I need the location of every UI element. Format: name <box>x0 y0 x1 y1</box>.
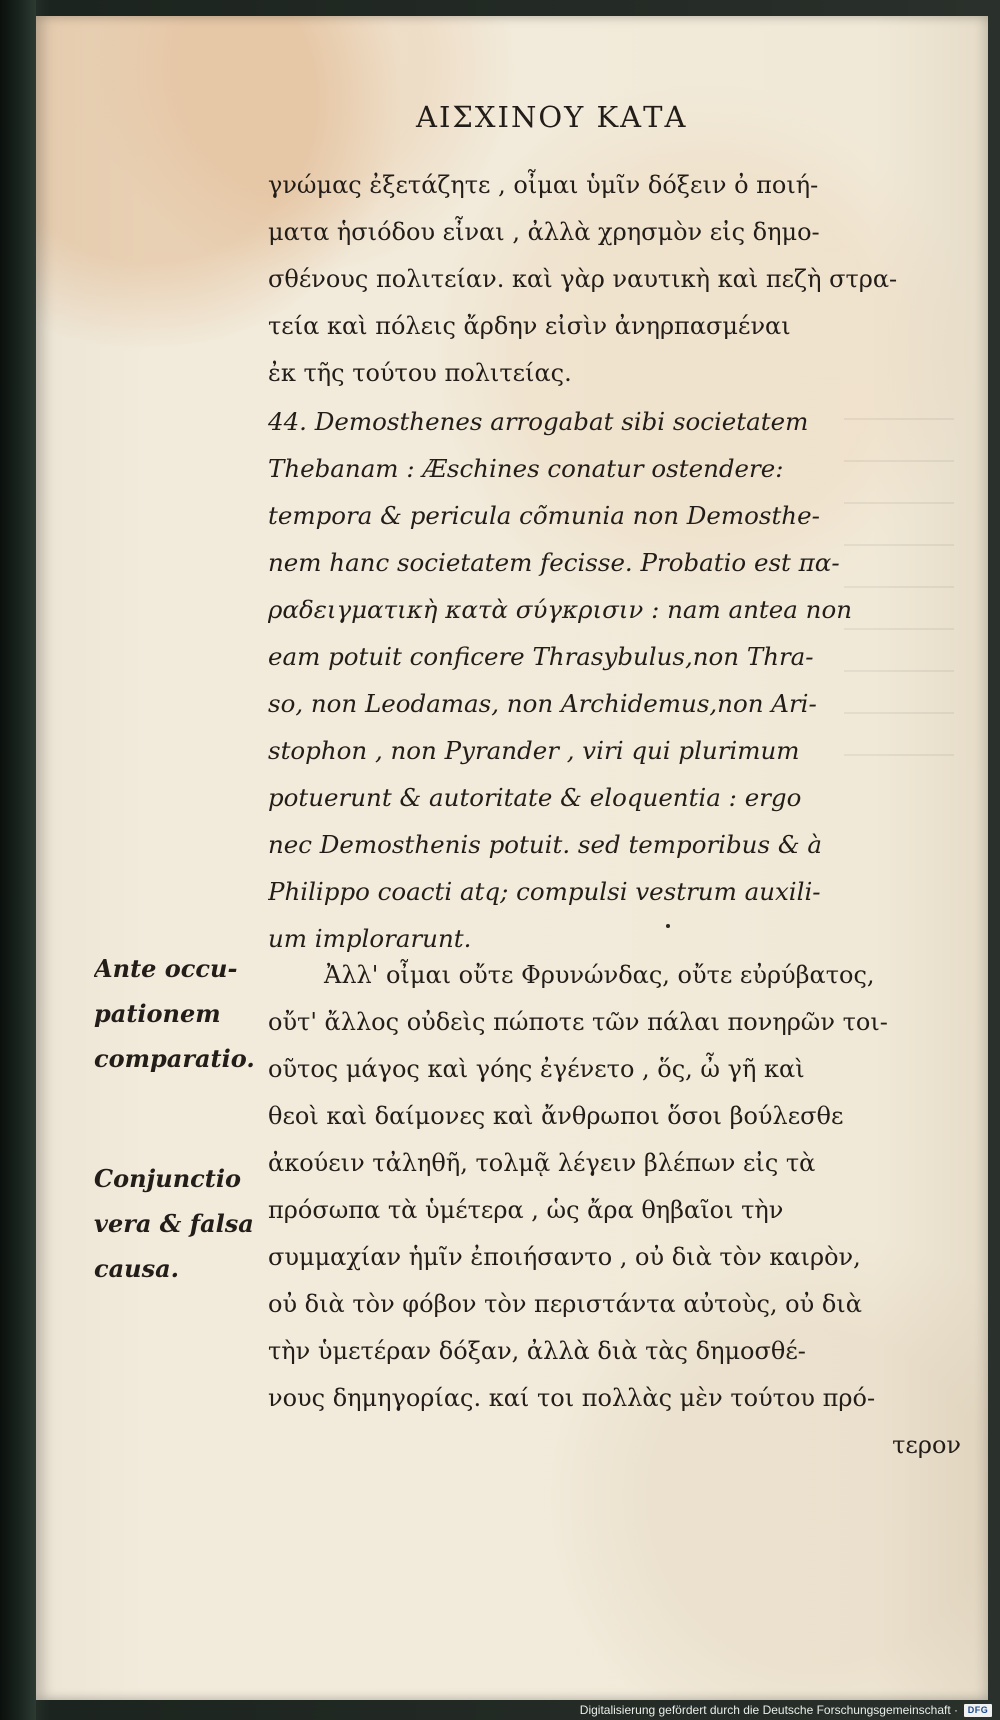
text-line: οῦτος μάγος καὶ γόης ἐγένετο , ὅς, ὦ γῆ καὶ <box>268 1055 805 1083</box>
running-head: ΑΙΣΧΙΝΟΥ ΚΑΤΑ <box>416 100 688 134</box>
text-line: πρόσωπα τὰ ὑμέτερα , ὡς ἄρα θηβαῖοι τὴν <box>268 1196 784 1224</box>
text-line: ματα ἡσιόδου εἶναι , ἀλλὰ χρησμὸν εἰς δημο- <box>268 218 820 246</box>
text-line: νους δημηγορίας. καί τοι πολλὰς μὲν τούτου πρό- <box>268 1384 876 1412</box>
text-line: Thebanam : Æschines conatur ostendere: <box>268 454 784 483</box>
text-line: Philippo coacti atq; compulsi vestrum auxili- <box>268 877 821 906</box>
digitization-credit <box>580 1700 992 1720</box>
text-line: nem hanc societatem fecisse. Probatio est πα- <box>268 548 840 577</box>
text-line: σθένους πολιτείαν. καὶ γὰρ ναυτικὴ καὶ πεζὴ στρα- <box>268 265 898 293</box>
text-line: um implorarunt. <box>268 924 472 953</box>
book-spine <box>0 0 36 1720</box>
text-line: οὐ διὰ τὸν φόβον τὸν περιστάντα αὐτοὺς, οὐ διὰ <box>268 1290 862 1318</box>
margin-note-line: vera & falsa <box>94 1209 254 1238</box>
greek-passage-top <box>268 162 973 397</box>
text-line: so, non Leodamas, non Archidemus,non Ari- <box>268 689 817 718</box>
text-line: τεία καὶ πόλεις ἄρδην εἰσὶν ἀνηρπασμέναι <box>268 312 791 340</box>
margin-note-comparison <box>94 946 264 1081</box>
text-line: συμμαχίαν ἡμῖν ἐποιήσαντο , οὐ διὰ τὸν καιρὸν, <box>268 1243 861 1271</box>
text-line: eam potuit conficere Thrasybulus,non Thra- <box>268 642 814 671</box>
text-line: ραδειγματικὴ κατὰ σύγκρισιν : nam antea non <box>268 595 852 624</box>
text-line: potuerunt & autoritate & eloquentia : ergo <box>268 783 802 812</box>
margin-note-line: Ante occu- <box>94 954 238 983</box>
text-line: 44. Demosthenes arrogabat sibi societatem <box>268 407 809 436</box>
margin-note-line: Conjunctio <box>94 1164 241 1193</box>
text-line: οὔτ' ἄλλος οὐδεὶς πώποτε τῶν πάλαι πονηρῶν τοι- <box>268 1008 888 1036</box>
margin-note-cause <box>94 1156 264 1291</box>
text-line: Ἀλλ' οἶμαι οὔτε Φρυνώνδας, οὔτε εὐρύβατος, <box>324 961 875 989</box>
text-line: γνώμας ἐξετάζητε , οἶμαι ὑμῖν δόξειν ὀ ποιή- <box>268 171 819 199</box>
credit-text: Digitalisierung gefördert durch die Deutsche Forschungsgemeinschaft · <box>579 1703 958 1717</box>
margin-note-line: pationem <box>94 999 221 1028</box>
text-line: τὴν ὑμετέραν δόξαν, ἀλλὰ διὰ τὰς δημοσθέ- <box>268 1337 806 1365</box>
text-line: θεοὶ καὶ δαίμονες καὶ ἄνθρωποι ὅσοι βούλεσθε <box>268 1102 844 1130</box>
catchword: τερον <box>892 1431 961 1459</box>
text-line: nec Demosthenis potuit. sed temporibus & à <box>268 830 823 859</box>
greek-passage-bottom <box>268 952 973 1469</box>
margin-note-line: comparatio. <box>94 1044 255 1073</box>
text-line: ἐκ τῆς τούτου πολιτείας. <box>268 359 572 387</box>
text-line: stophon , non Pyrander , viri qui plurimum <box>268 736 800 765</box>
book-page <box>36 16 988 1700</box>
text-line: ἀκούειν τἀληθῆ, τολμᾷ λέγειν βλέπων εἰς τὰ <box>268 1149 816 1177</box>
text-line: tempora & pericula cõmunia non Demosthe- <box>268 501 820 530</box>
latin-commentary <box>268 398 973 962</box>
page-text-layer <box>36 16 988 1700</box>
dfg-logo: DFG <box>964 1704 992 1717</box>
margin-note-line: causa. <box>94 1254 180 1283</box>
